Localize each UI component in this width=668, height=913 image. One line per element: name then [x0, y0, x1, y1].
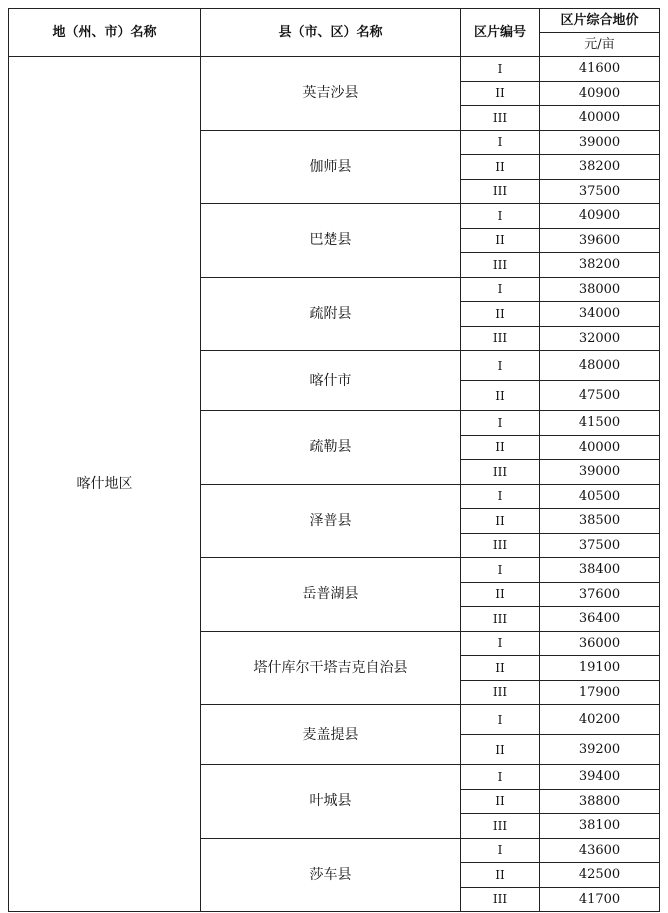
zone-number: I — [461, 765, 540, 790]
price-value: 41500 — [540, 411, 660, 436]
zone-number: III — [461, 179, 540, 204]
zone-number: II — [461, 228, 540, 253]
zone-number: III — [461, 106, 540, 131]
county-name: 塔什库尔干塔吉克自治县 — [201, 631, 461, 705]
price-value: 38200 — [540, 253, 660, 278]
table-body — [9, 57, 660, 912]
zone-number: II — [461, 735, 540, 765]
county-name: 巴楚县 — [201, 204, 461, 278]
price-value: 41600 — [540, 57, 660, 82]
county-name: 叶城县 — [201, 765, 461, 839]
zone-number: II — [461, 435, 540, 460]
price-value: 37500 — [540, 533, 660, 558]
county-name: 喀什市 — [201, 351, 461, 411]
price-value: 38200 — [540, 155, 660, 180]
table-header — [9, 9, 660, 57]
header-zone: 区片编号 — [461, 9, 540, 57]
zone-number: I — [461, 411, 540, 436]
header-prefecture: 地（州、市）名称 — [9, 9, 201, 57]
table-row — [9, 57, 660, 82]
price-value: 38000 — [540, 277, 660, 302]
zone-number: III — [461, 533, 540, 558]
zone-number: I — [461, 838, 540, 863]
price-value: 37500 — [540, 179, 660, 204]
zone-number: II — [461, 381, 540, 411]
header-price: 区片综合地价 — [540, 9, 660, 33]
county-name: 岳普湖县 — [201, 558, 461, 632]
price-value: 40900 — [540, 81, 660, 106]
zone-number: I — [461, 631, 540, 656]
zone-number: I — [461, 277, 540, 302]
zone-number: III — [461, 814, 540, 839]
price-value: 40000 — [540, 435, 660, 460]
zone-number: III — [461, 607, 540, 632]
zone-number: I — [461, 204, 540, 229]
zone-number: II — [461, 863, 540, 888]
zone-number: I — [461, 130, 540, 155]
county-name: 疏勒县 — [201, 411, 461, 485]
price-value: 42500 — [540, 863, 660, 888]
zone-number: II — [461, 509, 540, 534]
county-name: 疏附县 — [201, 277, 461, 351]
county-name: 麦盖提县 — [201, 705, 461, 765]
price-value: 38400 — [540, 558, 660, 583]
county-name: 伽师县 — [201, 130, 461, 204]
price-value: 38500 — [540, 509, 660, 534]
zone-number: II — [461, 789, 540, 814]
price-value: 38100 — [540, 814, 660, 839]
zone-number: III — [461, 253, 540, 278]
zone-number: III — [461, 887, 540, 912]
price-value: 37600 — [540, 582, 660, 607]
zone-number: III — [461, 460, 540, 485]
price-value: 47500 — [540, 381, 660, 411]
zone-number: I — [461, 484, 540, 509]
header-unit: 元/亩 — [540, 33, 660, 57]
zone-number: II — [461, 582, 540, 607]
zone-number: II — [461, 302, 540, 327]
header-county: 县（市、区）名称 — [201, 9, 461, 57]
zone-number: II — [461, 155, 540, 180]
zone-number: II — [461, 81, 540, 106]
price-value: 39600 — [540, 228, 660, 253]
price-value: 43600 — [540, 838, 660, 863]
price-value: 34000 — [540, 302, 660, 327]
zone-number: I — [461, 558, 540, 583]
price-value: 36000 — [540, 631, 660, 656]
price-value: 40200 — [540, 705, 660, 735]
price-value: 39000 — [540, 130, 660, 155]
price-value: 41700 — [540, 887, 660, 912]
price-value: 32000 — [540, 326, 660, 351]
zone-number: I — [461, 705, 540, 735]
price-value: 48000 — [540, 351, 660, 381]
county-name: 莎车县 — [201, 838, 461, 912]
price-value: 38800 — [540, 789, 660, 814]
county-name: 英吉沙县 — [201, 57, 461, 131]
zone-number: I — [461, 351, 540, 381]
price-value: 40900 — [540, 204, 660, 229]
county-name: 泽普县 — [201, 484, 461, 558]
price-value: 36400 — [540, 607, 660, 632]
price-value: 39400 — [540, 765, 660, 790]
price-value: 39000 — [540, 460, 660, 485]
zone-number: III — [461, 326, 540, 351]
prefecture-name: 喀什地区 — [9, 57, 201, 912]
zone-number: II — [461, 656, 540, 681]
land-price-table — [8, 8, 660, 912]
price-value: 40000 — [540, 106, 660, 131]
price-value: 39200 — [540, 735, 660, 765]
zone-number: III — [461, 680, 540, 705]
price-value: 17900 — [540, 680, 660, 705]
price-value: 19100 — [540, 656, 660, 681]
price-value: 40500 — [540, 484, 660, 509]
zone-number: I — [461, 57, 540, 82]
